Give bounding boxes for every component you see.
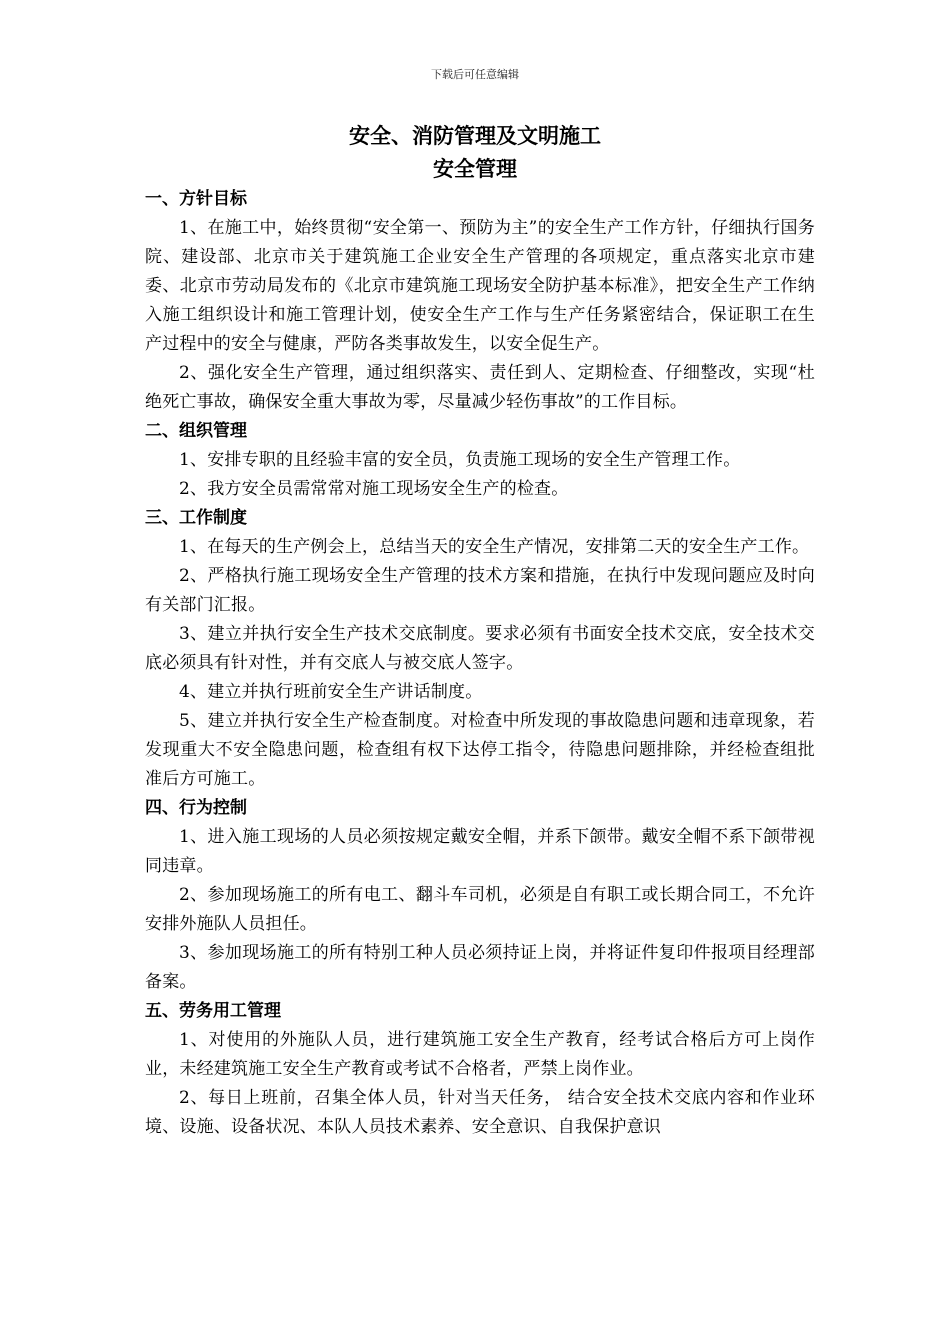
paragraph: 2、参加现场施工的所有电工、翻斗车司机，必须是自有职工或长期合同工，不允许安排外施队人员担任。 <box>145 885 815 934</box>
section-behavior-control <box>145 794 815 997</box>
paragraph: 4、建立并执行班前安全生产讲话制度。 <box>179 682 483 702</box>
paragraph: 2、严格执行施工现场安全生产管理的技术方案和措施，在执行中发现问题应及时向有关部门汇报。 <box>145 566 815 615</box>
header-note: 下载后可任意编辑 <box>431 68 519 81</box>
section-heading: 五、劳务用工管理 <box>145 1001 281 1021</box>
paragraph: 2、强化安全生产管理，通过组织落实、责任到人、定期检查、仔细整改，实现“杜绝死亡事故，确保安全重大事故为零，尽量减少轻伤事故”的工作目标。 <box>145 363 815 412</box>
paragraph: 1、在每天的生产例会上，总结当天的安全生产情况，安排第二天的安全生产工作。 <box>179 537 810 557</box>
section-heading: 二、组织管理 <box>145 421 247 441</box>
section-heading: 一、方针目标 <box>145 189 247 209</box>
paragraph: 2、每日上班前，召集全体人员，针对当天任务， 结合安全技术交底内容和作业环境、设施、设备状况、本队人员技术素养、安全意识、自我保护意识 <box>145 1088 815 1137</box>
document-title: 安全、消防管理及文明施工 <box>349 123 601 148</box>
paragraph: 2、我方安全员需常常对施工现场安全生产的检查。 <box>179 479 569 499</box>
section-policy-goals <box>145 185 815 417</box>
paragraph: 5、建立并执行安全生产检查制度。对检查中所发现的事故隐患问题和违章现象，若发现重大不安全隐患问题，检查组有权下达停工指令，待隐患问题排除，并经检查组批准后方可施工。 <box>145 711 815 789</box>
section-organization <box>145 417 815 504</box>
section-heading: 四、行为控制 <box>145 798 247 818</box>
document-body <box>145 185 815 1142</box>
paragraph: 1、在施工中，始终贯彻“安全第一、预防为主”的安全生产工作方针，仔细执行国务院、建设部、北京市关于建筑施工企业安全生产管理的各项规定，重点落实北京市建委、北京市劳动局发布的《北京市建筑施工现场安全防护基本标准》，把安全生产工作纳入施工组织设计和施工管理计划，使安全生产工作与生产任务紧密结合，保证职工在生产过程中的安全与健康，严防各类事故发生，以安全促生产。 <box>145 218 815 354</box>
section-heading: 三、工作制度 <box>145 508 247 528</box>
paragraph: 3、参加现场施工的所有特别工种人员必须持证上岗，并将证件复印件报项目经理部备案。 <box>145 943 815 992</box>
section-labor-management <box>145 997 815 1142</box>
paragraph: 3、建立并执行安全生产技术交底制度。要求必须有书面安全技术交底，安全技术交底必须具有针对性，并有交底人与被交底人签字。 <box>145 624 815 673</box>
document-subtitle: 安全管理 <box>433 156 517 181</box>
section-work-system <box>145 504 815 794</box>
paragraph: 1、进入施工现场的人员必须按规定戴安全帽，并系下颌带。戴安全帽不系下颌带视同违章。 <box>145 827 815 876</box>
paragraph: 1、安排专职的且经验丰富的安全员，负责施工现场的安全生产管理工作。 <box>179 450 741 470</box>
paragraph: 1、对使用的外施队人员，进行建筑施工安全生产教育，经考试合格后方可上岗作业，未经建筑施工安全生产教育或考试不合格者，严禁上岗作业。 <box>145 1030 815 1079</box>
